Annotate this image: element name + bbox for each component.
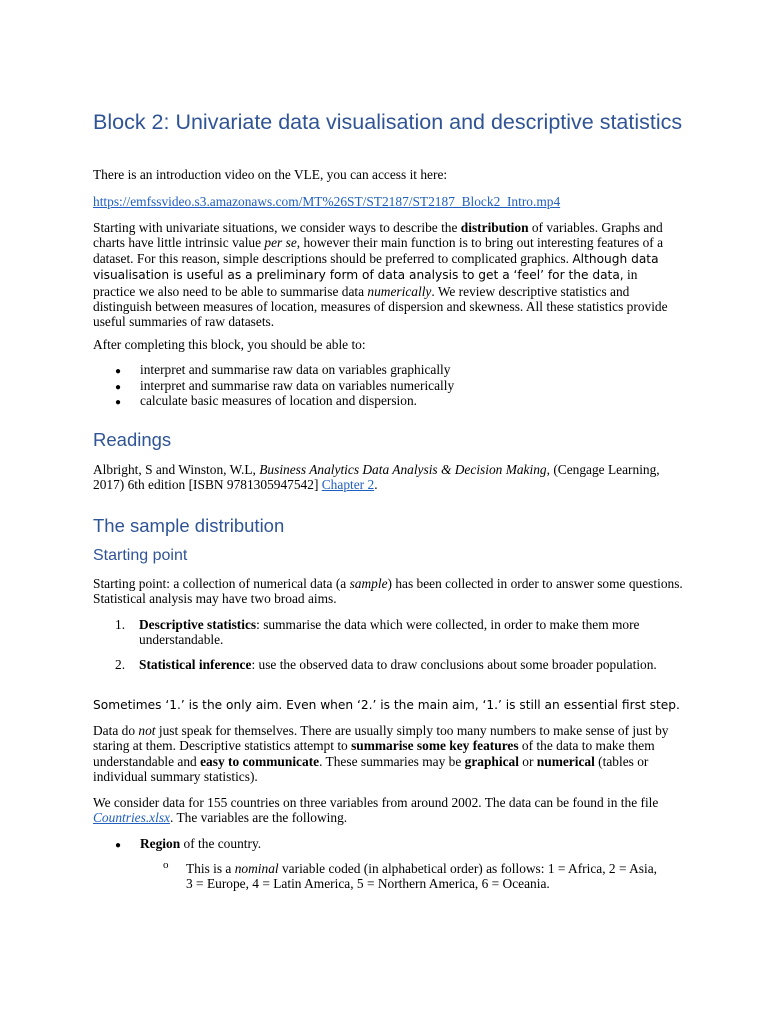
countries-paragraph: We consider data for 155 countries on three variables from around 2002. The data can be found in the file Countries.xlsx. The variables are the following. — [93, 795, 659, 826]
bullet-icon: ● — [115, 382, 122, 393]
bullet-icon: ● — [115, 840, 122, 851]
intro-video-link[interactable]: https://emfssvideo.s3.amazonaws.com/MT%26ST/ST2187/ST2187_Block2_Intro.mp4 — [93, 194, 561, 209]
readings-heading: Readings — [93, 429, 172, 450]
list-item: interpret and summarise raw data on variables graphically — [140, 362, 451, 377]
intro-paragraph: Starting with univariate situations, we consider ways to describe the distribution of variables. Graphs and charts have little intrinsic value per se, however their main function is to bring out interesting features of a dataset. For this reason, simple descriptions should be preferred to complicated graphics. Although data visualisation is useful as a preliminary form of data analysis to get a ‘feel’ for the data, in practice we also need to be able to summarise data numerically. We review descriptive statistics and distinguish between measures of location, measures of dispersion and skewness. All these statistics provide useful summaries of raw datasets. — [93, 220, 668, 330]
list-number: 2. — [115, 657, 126, 672]
list-number: 1. — [115, 617, 126, 632]
intro-text: There is an introduction video on the VLE, you can access it here: — [93, 167, 448, 182]
starting-paragraph: Starting point: a collection of numerical data (a sample) has been collected in order to answer some questions. Statistical analysis may have two broad aims. — [93, 576, 683, 607]
sample-distribution-heading: The sample distribution — [93, 515, 285, 536]
list-item: Region of the country. — [140, 836, 262, 851]
objectives-intro: After completing this block, you should be able to: — [93, 337, 366, 352]
list-item: calculate basic measures of location and dispersion. — [140, 393, 418, 408]
page-title: Block 2: Univariate data visualisation and descriptive statistics — [93, 110, 683, 134]
data-paragraph: Data do not just speak for themselves. There are usually simply too many numbers to make sense of just by staring at them. Descriptive statistics attempt to summarise some key features of the data to make them understandable and easy to communicate. These summaries may be graphical or numerical (tables or individual summary statistics). — [93, 723, 669, 785]
list-item: Statistical inference: use the observed data to draw conclusions about some broader population. — [139, 657, 657, 672]
readings-reference: Albright, S and Winston, W.L, Business Analytics Data Analysis & Decision Making, (Cengage Learning, 2017) 6th edition [ISBN 9781305947542] Chapter 2. — [93, 462, 660, 493]
starting-point-heading: Starting point — [93, 547, 188, 564]
bullet-icon: ● — [115, 397, 122, 408]
bullet-icon: ● — [115, 366, 122, 377]
countries-file-link[interactable]: Countries.xlsx — [93, 810, 170, 826]
list-item: Descriptive statistics: summarise the data which were collected, in order to make them more understandable. — [139, 617, 640, 648]
list-item: interpret and summarise raw data on variables numerically — [140, 378, 455, 393]
chapter-link[interactable]: Chapter 2 — [321, 477, 375, 493]
region-description: This is a nominal variable coded (in alphabetical order) as follows: 1 = Africa, 2 = Asia, 3 = Europe, 4 = Latin America, 5 = Northern America, 6 = Oceania. — [186, 861, 658, 892]
sometimes-paragraph: Sometimes ‘1.’ is the only aim. Even when ‘2.’ is the main aim, ‘1.’ is still an essential first step. — [93, 698, 680, 712]
circle-bullet-icon: o — [163, 859, 169, 871]
